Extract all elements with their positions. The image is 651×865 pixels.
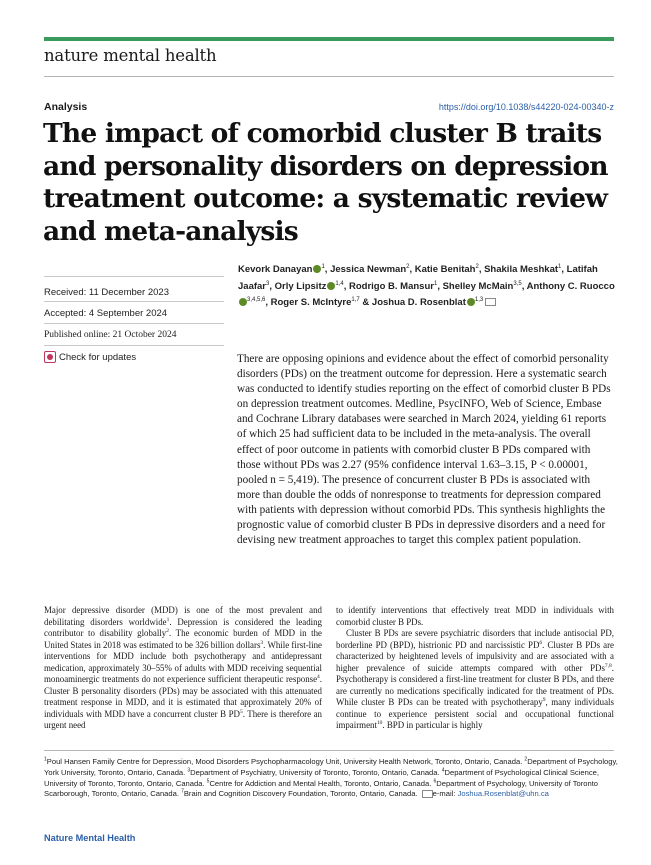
email-icon[interactable] — [485, 298, 496, 306]
doi-link[interactable]: https://doi.org/10.1038/s44220-024-00340-z — [438, 102, 614, 112]
affiliation-text: Centre for Addiction and Mental Health, Toronto, Ontario, Canada. — [209, 778, 434, 788]
reference-number[interactable]: 5 — [239, 708, 243, 715]
reference-number[interactable]: 6 — [539, 639, 543, 646]
body-column-left: Major depressive disorder (MDD) is one of the most prevalent and debilitating disorders worldwide$^1$. Depression is considered the leading contributor to disability globally$^2$. The economic burden of MDD in the United States in 2018 was estimated to be 326 billion dollars$^3$. While first-line interventions for MDD include both psychotherapy and antidepressant medication, approximately 30–55% of adults with MDD receiving sequential monoaminergic treatments do not experience sufficient therapeutic response$^4$. Cluster B personality disorders (PDs) may be associated with this attenuated treatment response in MDD, and it is estimated that approximately 20% of individuals with MDD have a concurrent cluster B $PD^5$. There is therefore an urgent need — [44, 605, 322, 731]
author-name: Orly Lipsitz — [274, 280, 327, 292]
author-affiliation: 2 — [475, 263, 479, 270]
author-name: Latifah Jaafar — [238, 264, 598, 292]
journal-accent-bar — [44, 37, 614, 41]
author-affiliation: 1,3 — [474, 296, 484, 303]
footer-journal-name: Nature Mental Health — [44, 833, 136, 843]
article-title: The impact of comorbid cluster B traits and personality disorders on depression treatment outcome: a systematic review and meta-analysis — [43, 118, 608, 247]
received-date: Received: 11 December 2023 — [44, 287, 169, 298]
accepted-date: Accepted: 4 September 2024 — [44, 308, 168, 319]
author-name: Shakila Meshkat — [484, 264, 559, 275]
reference-number[interactable]: 4 — [317, 674, 320, 681]
body-paragraph: to identify interventions that effectively treat MDD in individuals with comorbid cluster B PDs. — [336, 605, 614, 627]
author-name: Jessica Newman — [330, 264, 407, 275]
orcid-icon[interactable] — [467, 298, 475, 306]
corresponding-email[interactable]: Joshua.Rosenblat@uhn.ca — [457, 789, 549, 799]
affiliation-text: Department of Psychological Clinical Science, University of Toronto, Toronto, Ontario, Canada. — [44, 767, 599, 788]
author-affiliation: 3 — [266, 280, 270, 287]
article-type: Analysis — [44, 101, 88, 113]
check-updates-icon — [44, 351, 56, 363]
author-affiliation: 1,4 — [335, 280, 344, 287]
affiliation-number: 1 — [44, 756, 47, 763]
author-name: Katie Benitah — [414, 264, 476, 275]
affiliation-text: Department of Psychology, York University, Toronto, Ontario, Canada. — [44, 757, 618, 777]
author-name: Anthony C. Ruocco — [526, 280, 615, 292]
affiliation-text: Department of Psychology, University of Toronto Scarborough, Toronto, Ontario, Canada. — [44, 778, 599, 799]
meta-divider — [44, 276, 224, 277]
footnote-divider — [44, 750, 614, 751]
author-affiliation: 3,4,5,6 — [247, 296, 266, 303]
email-label: e-mail: — [432, 789, 458, 799]
affiliation-number: 7 — [181, 788, 184, 795]
reference-number[interactable]: 9 — [542, 697, 546, 704]
author-name: Kevork Danayan — [238, 264, 313, 275]
author-name: Shelley McMain — [442, 280, 514, 292]
header-divider — [44, 76, 614, 77]
affiliations — [44, 757, 619, 800]
author-affiliation: 2 — [406, 263, 410, 270]
affiliation-number: 6 — [433, 778, 437, 785]
author-affiliation: 1 — [558, 263, 562, 270]
author-list: Kevork Danayan $^1$, Jessica Newman$^2$, Katie Benitah$^2$, Shakila Meshkat$^1$, Latifah Jaafar$^3$, Orly Lipsitz $^{1,4}$, Rodrigo B. Mansur$^1$, Shelley McMain$^{3,5}$, Anthony C. Ruocco$^{3,4,5,6}$, Roger S. McIntyre$^{1,7}$ & Joshua D. Rosenblat $^{1,3}$ — [238, 263, 615, 308]
affiliation-text: Poul Hansen Family Centre for Depression, Mood Disorders Psychopharmacology Unit, University Health Network, Toronto, Ontario, Canada. — [46, 757, 525, 766]
affiliation-text: Brain and Cognition Discovery Foundation, Toronto, Ontario, Canada. — [183, 789, 420, 799]
affiliation-number: 4 — [441, 767, 445, 774]
orcid-icon[interactable] — [239, 298, 247, 306]
published-date: Published online: 21 October 2024 — [44, 330, 177, 340]
meta-divider — [44, 323, 224, 324]
reference-number[interactable]: 1 — [166, 616, 170, 623]
author-affiliation: 3,5 — [513, 280, 522, 287]
author-name: Joshua D. Rosenblat — [371, 297, 466, 308]
author-affiliation: 1 — [321, 263, 325, 270]
journal-name: nature mental health — [44, 46, 217, 65]
abstract: There are opposing opinions and evidence about the effect of comorbid personality disorders (PDs) on the treatment outcome for depression. Here a systematic search was conducted to identify studies reporting on the effect of comorbid cluster B PDs on depression treatment outcomes. Medline, PsycINFO, Web of Science, Embase and Cochrane Library databases were searched in March 2024, yielding 61 reports of which 25 had sufficient data to be included in the meta-analysis. The overall effect of poor outcome in patients with comorbid cluster B PDs compared with those without PDs was 2.27 (95% confidence interval 1.63–3.15, P < 0.00001, pooled n = 5,419). The presence of concurrent cluster B PDs is associated with more than double the odds of nonresponse to treatments for depression compared with patients with depression without comorbid PDs. This synthesis highlights the prognostic value of comorbid cluster B PDs in depressive disorders and a need for devising new treatment approaches to target this complex patient population. — [237, 353, 611, 547]
meta-divider — [44, 301, 224, 302]
affiliation-text: Department of Psychiatry, University of Toronto, Toronto, Ontario, Canada. — [190, 767, 442, 777]
body-paragraph: Cluster B PDs are severe psychiatric disorders that include antisocial PD, borderline PD (BPD), histrionic PD and narcissistic $PD^6$. Cluster B PDs are characterized by heightened levels of impulsivity and are associated with a higher prevalence of suicide attempts compared with other PDs$^{7,8}$. Psychotherapy is considered a first-line treatment for cluster B PDs, and there are currently no medications specifically indicated for the treatment of PDs. While cluster B PDs can be treated with psychotherapy$^9$, many individuals continue to experience persistent social and occupational functional impairment$^{10}$. BPD in particular is highly — [336, 628, 614, 731]
email-icon — [422, 790, 433, 798]
check-updates-label: Check for updates — [59, 351, 137, 363]
reference-number[interactable]: 3 — [260, 639, 264, 646]
reference-number[interactable]: 2 — [166, 628, 169, 635]
affiliation-number: 5 — [206, 778, 210, 785]
reference-number[interactable]: 10 — [376, 720, 383, 727]
body-column-right — [336, 605, 614, 732]
affiliation-number: 3 — [187, 767, 191, 774]
author-name: Rodrigo B. Mansur — [348, 280, 434, 292]
author-affiliation: 1,7 — [351, 296, 360, 303]
author-name: Roger S. McIntyre — [270, 297, 352, 308]
author-affiliation: 1 — [433, 280, 438, 287]
check-for-updates-button[interactable] — [44, 351, 136, 363]
reference-number[interactable]: 7,8 — [604, 662, 612, 669]
affiliation-number: 2 — [524, 756, 528, 763]
meta-divider — [44, 345, 224, 346]
